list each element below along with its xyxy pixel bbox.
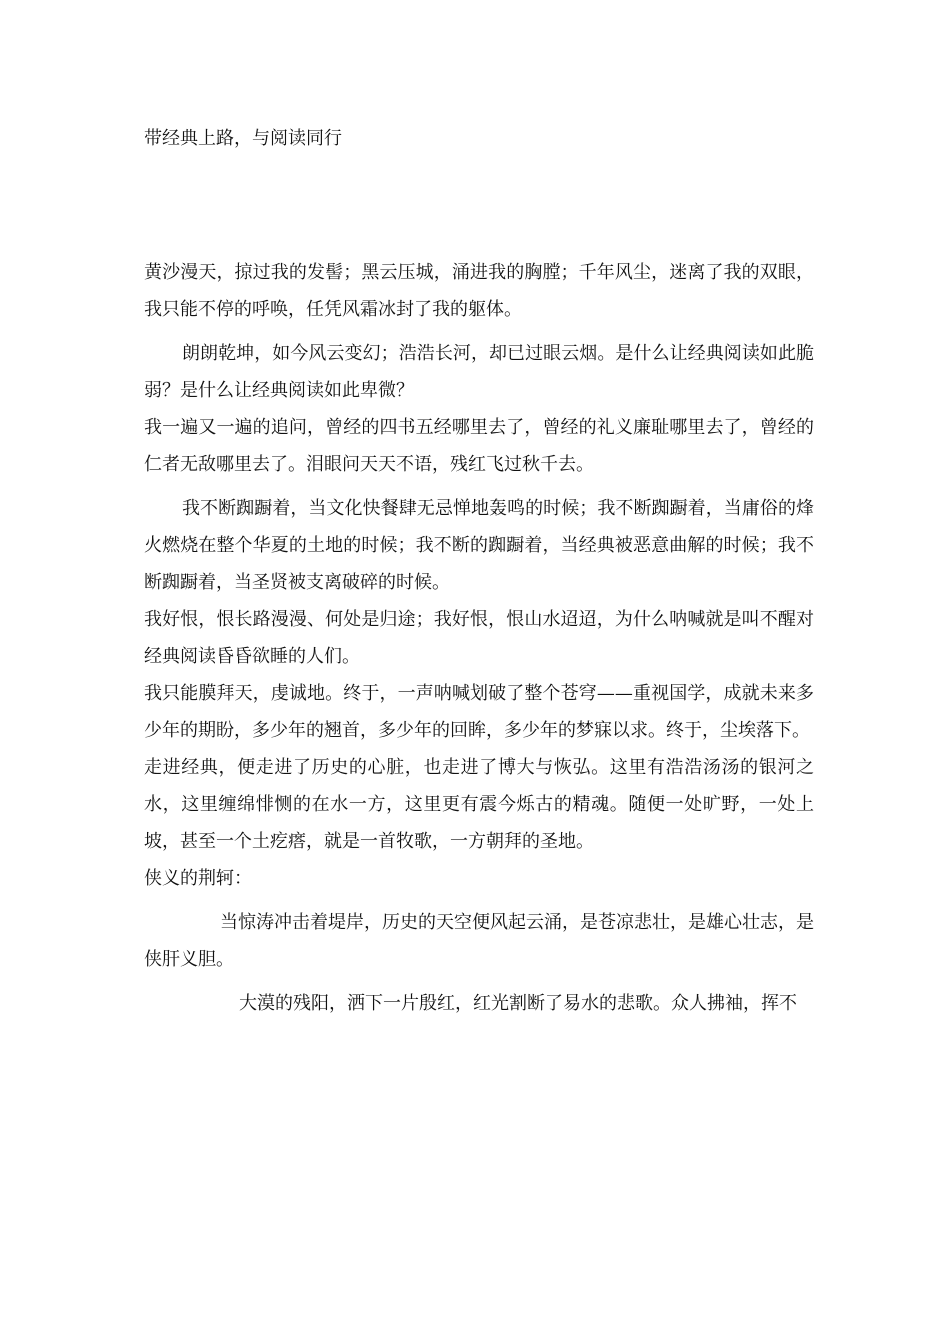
paragraph-5: 我好恨，恨长路漫漫、何处是归途；我好恨，恨山水迢迢，为什么呐喊就是叫不醒对经典阅读昏昏欲睡的人们。	[144, 609, 814, 667]
paragraph-3: 我一遍又一遍的追问，曾经的四书五经哪里去了，曾经的礼义廉耻哪里去了，曾经的仁者无敌哪里去了。泪眼问天天不语，残红飞过秋千去。	[144, 417, 814, 475]
paragraph-2: 朗朗乾坤，如今风云变幻；浩浩长河，却已过眼云烟。是什么让经典阅读如此脆弱？是什么让经典阅读如此卑微？	[144, 343, 814, 401]
paragraph-8: 侠义的荆轲：	[144, 868, 252, 889]
paragraph-6: 我只能膜拜天，虔诚地。终于，一声呐喊划破了整个苍穹——重视国学，成就未来多少年的期盼，多少年的翘首，多少年的回眸，多少年的梦寐以求。终于，尘埃落下。	[144, 683, 814, 741]
paragraph-10: 大漠的残阳，洒下一片殷红，红光割断了易水的悲歌。众人拂袖，挥不	[239, 993, 797, 1014]
document-title: 带经典上路，与阅读同行	[144, 128, 342, 149]
paragraph-4: 我不断踟蹰着，当文化快餐肆无忌惮地轰鸣的时候；我不断踟蹰着，当庸俗的烽火燃烧在整个华夏的土地的时候；我不断的踟蹰着，当经典被恶意曲解的时候；我不断踟蹰着，当圣贤被支离破碎的时候。	[144, 498, 814, 593]
document-body	[144, 254, 814, 1022]
paragraph-7: 走进经典，便走进了历史的心脏，也走进了博大与恢弘。这里有浩浩汤汤的银河之水，这里缠绵悱恻的在水一方，这里更有震今烁古的精魂。随便一处旷野，一处上坡，甚至一个土疙瘩，就是一首牧歌，一方朝拜的圣地。	[144, 757, 814, 852]
paragraph-9: 当惊涛冲击着堤岸，历史的天空便风起云涌，是苍凉悲壮，是雄心壮志，是侠肝义胆。	[144, 912, 814, 970]
paragraph-1: 黄沙漫天，掠过我的发髻；黑云压城，涌进我的胸膛；千年风尘，迷离了我的双眼，我只能不停的呼唤，任凭风霜冰封了我的躯体。	[144, 262, 814, 320]
